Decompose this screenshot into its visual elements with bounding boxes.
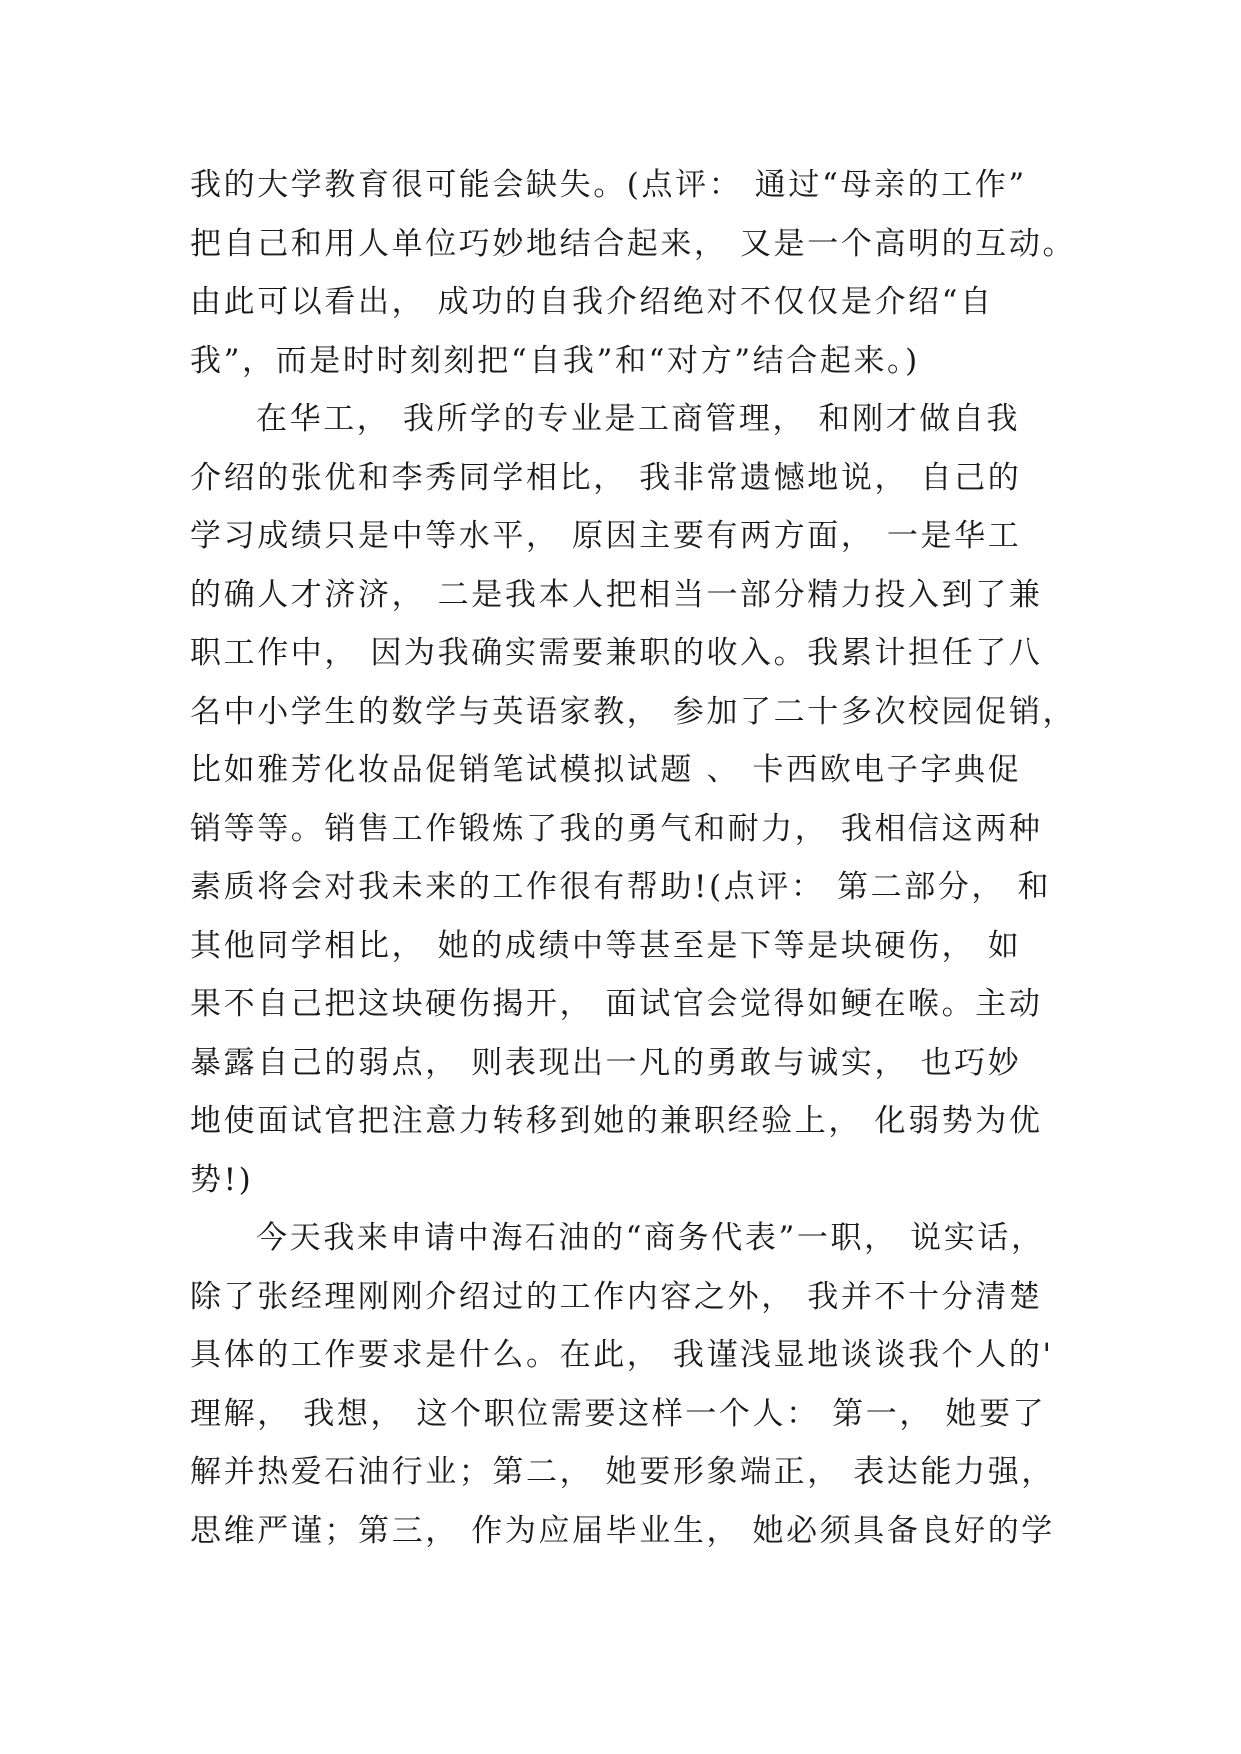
text-line: 理解， 我想， 这个职位需要这样一个人： 第一， 她要了 — [190, 1395, 1047, 1432]
text-line: 名中小学生的数学与英语家教， 参加了二十多次校园促销， — [190, 693, 1077, 730]
text-line: 把自己和用人单位巧妙地结合起来， 又是一个高明的互动。 — [190, 225, 1077, 262]
text-line: 其他同学相比， 她的成绩中等甚至是下等是块硬伤， 如 — [190, 927, 1022, 964]
text-line: 素质将会对我未来的工作很有帮助!(点评： 第二部分， 和 — [190, 869, 1052, 905]
text-line: 在华工， 我所学的专业是工商管理， 和刚才做自我 — [256, 401, 1021, 437]
text-line: 介绍的张优和李秀同学相比， 我非常遗憾地说， 自己的 — [190, 459, 1022, 496]
text-line: 除了张经理刚刚介绍过的工作内容之外， 我并不十分清楚 — [190, 1278, 1043, 1315]
paragraph — [190, 156, 1077, 390]
text-line: 暴露自己的弱点， 则表现出一凡的勇敢与诚实， 也巧妙 — [190, 1044, 1022, 1081]
paragraph — [190, 390, 1077, 1209]
text-line: 学习成绩只是中等水平， 原因主要有两方面， 一是华工 — [190, 518, 1022, 554]
text-line: 势!) — [190, 1161, 254, 1198]
text-line: 地使面试官把注意力转移到她的兼职经验上， 化弱势为优 — [190, 1103, 1043, 1139]
paragraph — [190, 1209, 1070, 1560]
body-text — [190, 156, 1077, 1560]
text-line: 果不自己把这块硬伤揭开， 面试官会觉得如鲠在喉。主动 — [190, 986, 1043, 1022]
text-line: 解并热爱石油行业；第二， 她要形象端正， 表达能力强， — [190, 1454, 1055, 1490]
text-line: 具体的工作要求是什么。在此， 我谨浅显地谈谈我个人的' — [190, 1337, 1054, 1373]
text-line: 比如雅芳化妆品促销笔试模拟试题 、 卡西欧电子字典促 — [190, 752, 1022, 788]
text-line: 思维严谨；第三， 作为应届毕业生， 她必须具备良好的学 — [190, 1512, 1055, 1549]
text-line: 的确人才济济， 二是我本人把相当一部分精力投入到了兼 — [190, 576, 1043, 613]
text-line: 销等等。销售工作锻炼了我的勇气和耐力， 我相信这两种 — [190, 810, 1043, 847]
text-line: 今天我来申请中海石油的“商务代表”一职， 说实话， — [256, 1220, 1045, 1256]
text-line: 由此可以看出， 成功的自我介绍绝对不仅仅是介绍“自 — [190, 284, 994, 320]
text-line: 我的大学教育很可能会缺失。(点评： 通过“母亲的工作” — [190, 167, 1027, 203]
text-line: 职工作中， 因为我确实需要兼职的收入。我累计担任了八 — [190, 635, 1043, 671]
text-line: 我”，而是时时刻刻把“自我”和“对方”结合起来。) — [190, 342, 920, 379]
